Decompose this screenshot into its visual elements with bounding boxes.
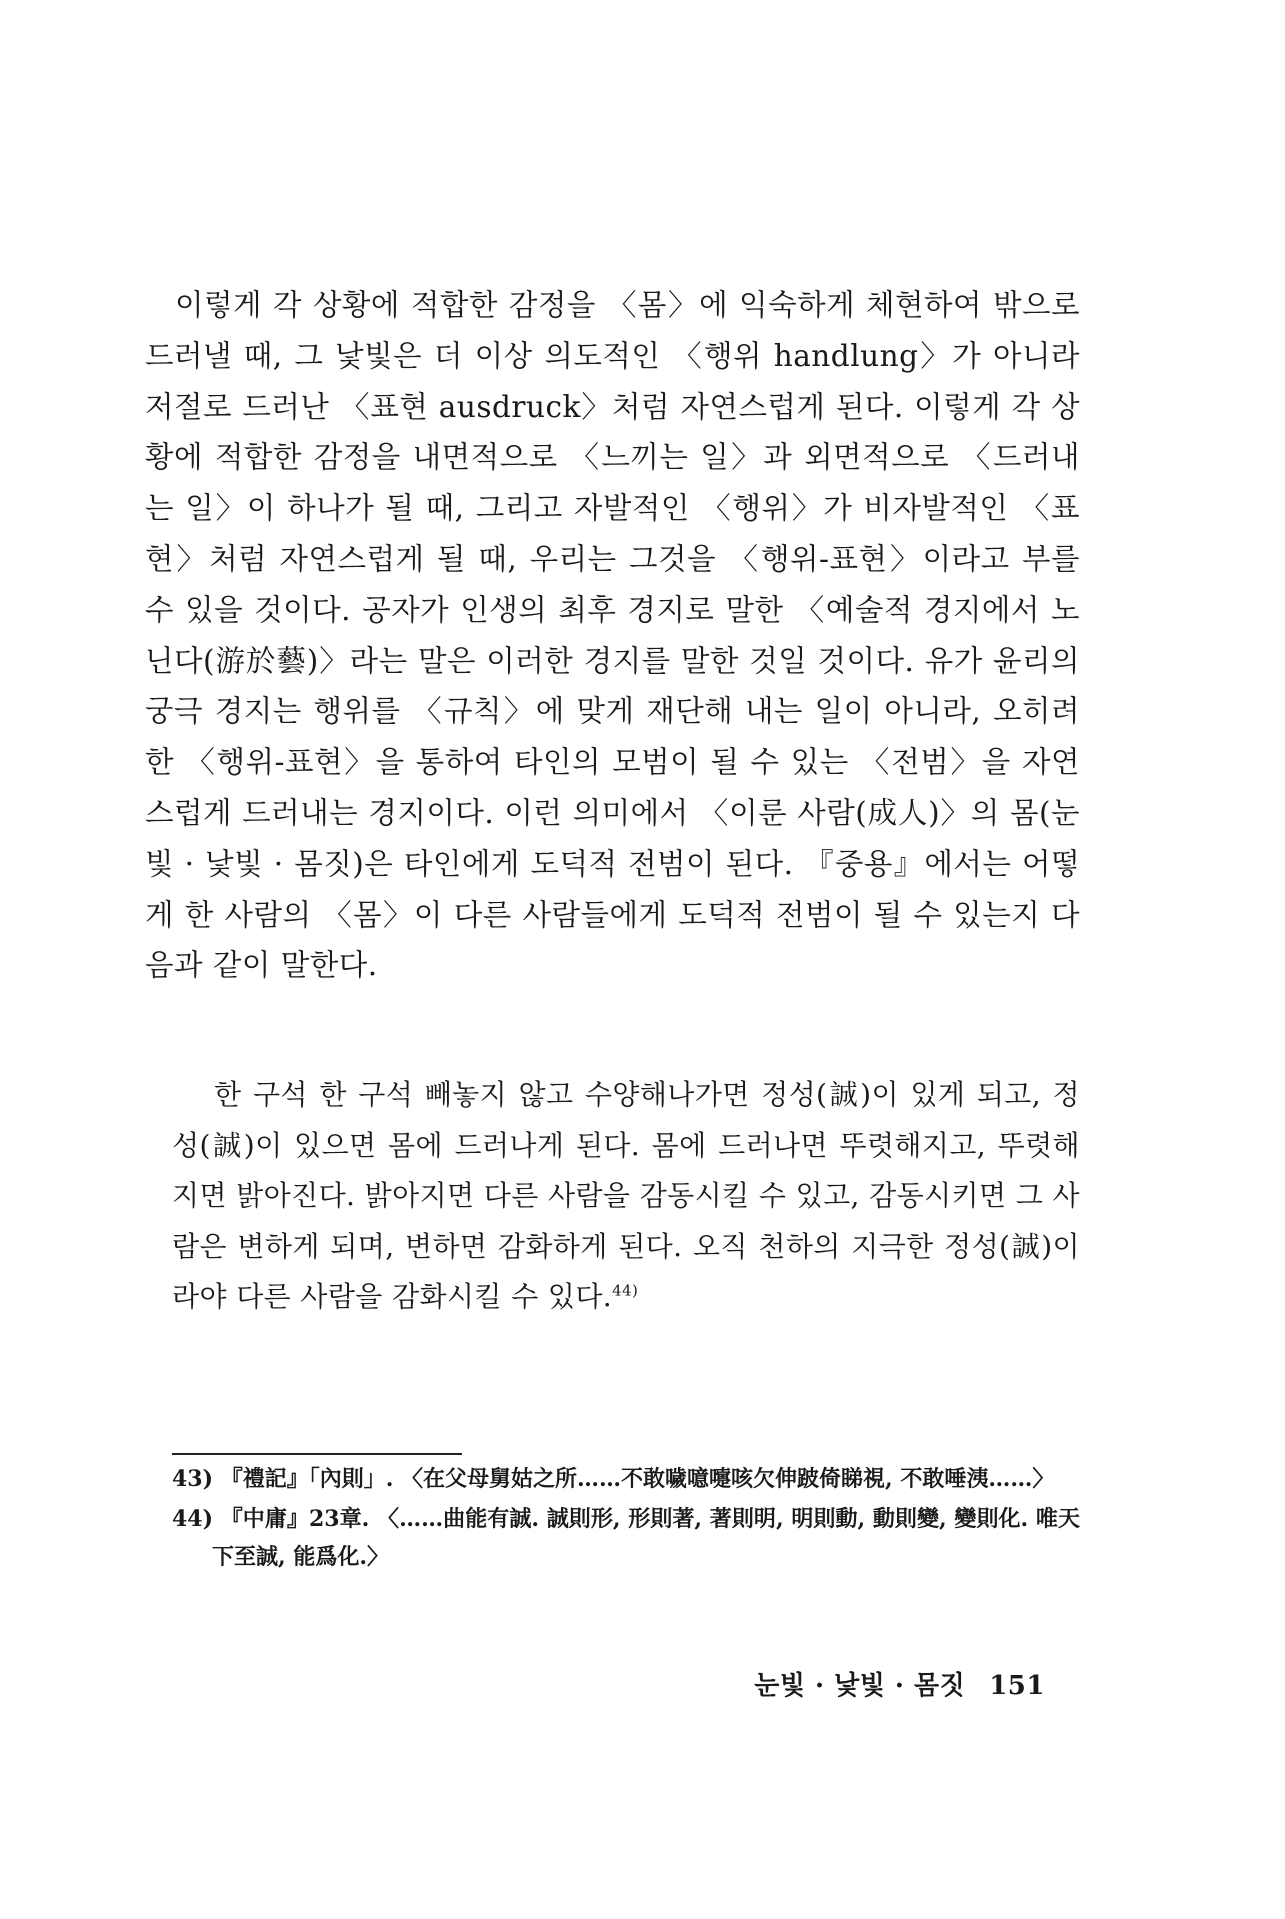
- footnote-reference: 44): [612, 1281, 639, 1300]
- footnote-number: 44): [172, 1506, 214, 1532]
- footnote-text: 『禮記』「內則」. 〈在父母舅姑之所……不敢噦噫嚏咳欠伸跛倚睇視, 不敢唾洟……〉: [220, 1466, 1055, 1492]
- running-title: 눈빛 · 낯빛 · 몸짓: [754, 1671, 966, 1701]
- footnotes: [172, 1460, 1080, 1578]
- footnote-divider: [172, 1453, 462, 1455]
- main-paragraph: 이렇게 각 상황에 적합한 감정을 〈몸〉에 익숙하게 체현하여 밖으로 드러낼 때, 그 낯빛은 더 이상 의도적인 〈행위 handlung〉가 아니라 저절로 드러난 〈표현 ausdruck〉처럼 자연스럽게 된다. 이렇게 각 상황에 적합한 감정을 내면적으로 〈느끼는 일〉과 외면적으로 〈드러내는 일〉이 하나가 될 때, 그리고 자발적인 〈행위〉가 비자발적인 〈표현〉처럼 자연스럽게 될 때, 우리는 그것을 〈행위-표현〉이라고 부를 수 있을 것이다. 공자가 인생의 최후 경지로 말한 〈예술적 경지에서 노닌다(游於藝)〉라는 말은 이러한 경지를 말한 것일 것이다. 유가 윤리의 궁극 경지는 행위를 〈규칙〉에 맞게 재단해 내는 일이 아니라, 오히려 한 〈행위-표현〉을 통하여 타인의 모범이 될 수 있는 〈전범〉을 자연스럽게 드러내는 경지이다. 이런 의미에서 〈이룬 사람(成人)〉의 몸(눈빛 · 낯빛 · 몸짓)은 타인에게 도덕적 전범이 된다. 『중용』에서는 어떻게 한 사람의 〈몸〉이 다른 사람들에게 도덕적 전범이 될 수 있는지 다음과 같이 말한다.: [145, 288, 1080, 983]
- footnote-text: 『中庸』23章. 〈……曲能有誠. 誠則形, 形則著, 著則明, 明則動, 動則變, 變則化. 唯天下至誠, 能爲化.〉: [212, 1506, 1080, 1570]
- footnote-number: 43): [172, 1466, 214, 1492]
- footnote-item: [172, 1500, 1080, 1576]
- block-quote-text: 한 구석 한 구석 빼놓지 않고 수양해나가면 정성(誠)이 있게 되고, 정성(誠)이 있으면 몸에 드러나게 된다. 몸에 드러나면 뚜렷해지고, 뚜렷해지면 밝아진다. 밝아지면 다른 사람을 감동시킬 수 있고, 감동시키면 그 사람은 변하게 되며, 변하면 감화하게 된다. 오직 천하의 지극한 정성(誠)이라야 다른 사람을 감화시킬 수 있다.: [172, 1078, 1080, 1313]
- page-number: 151: [989, 1671, 1045, 1701]
- block-quote: [172, 1070, 1080, 1323]
- running-footer: [754, 1665, 1045, 1702]
- footnote-item: [172, 1460, 1080, 1498]
